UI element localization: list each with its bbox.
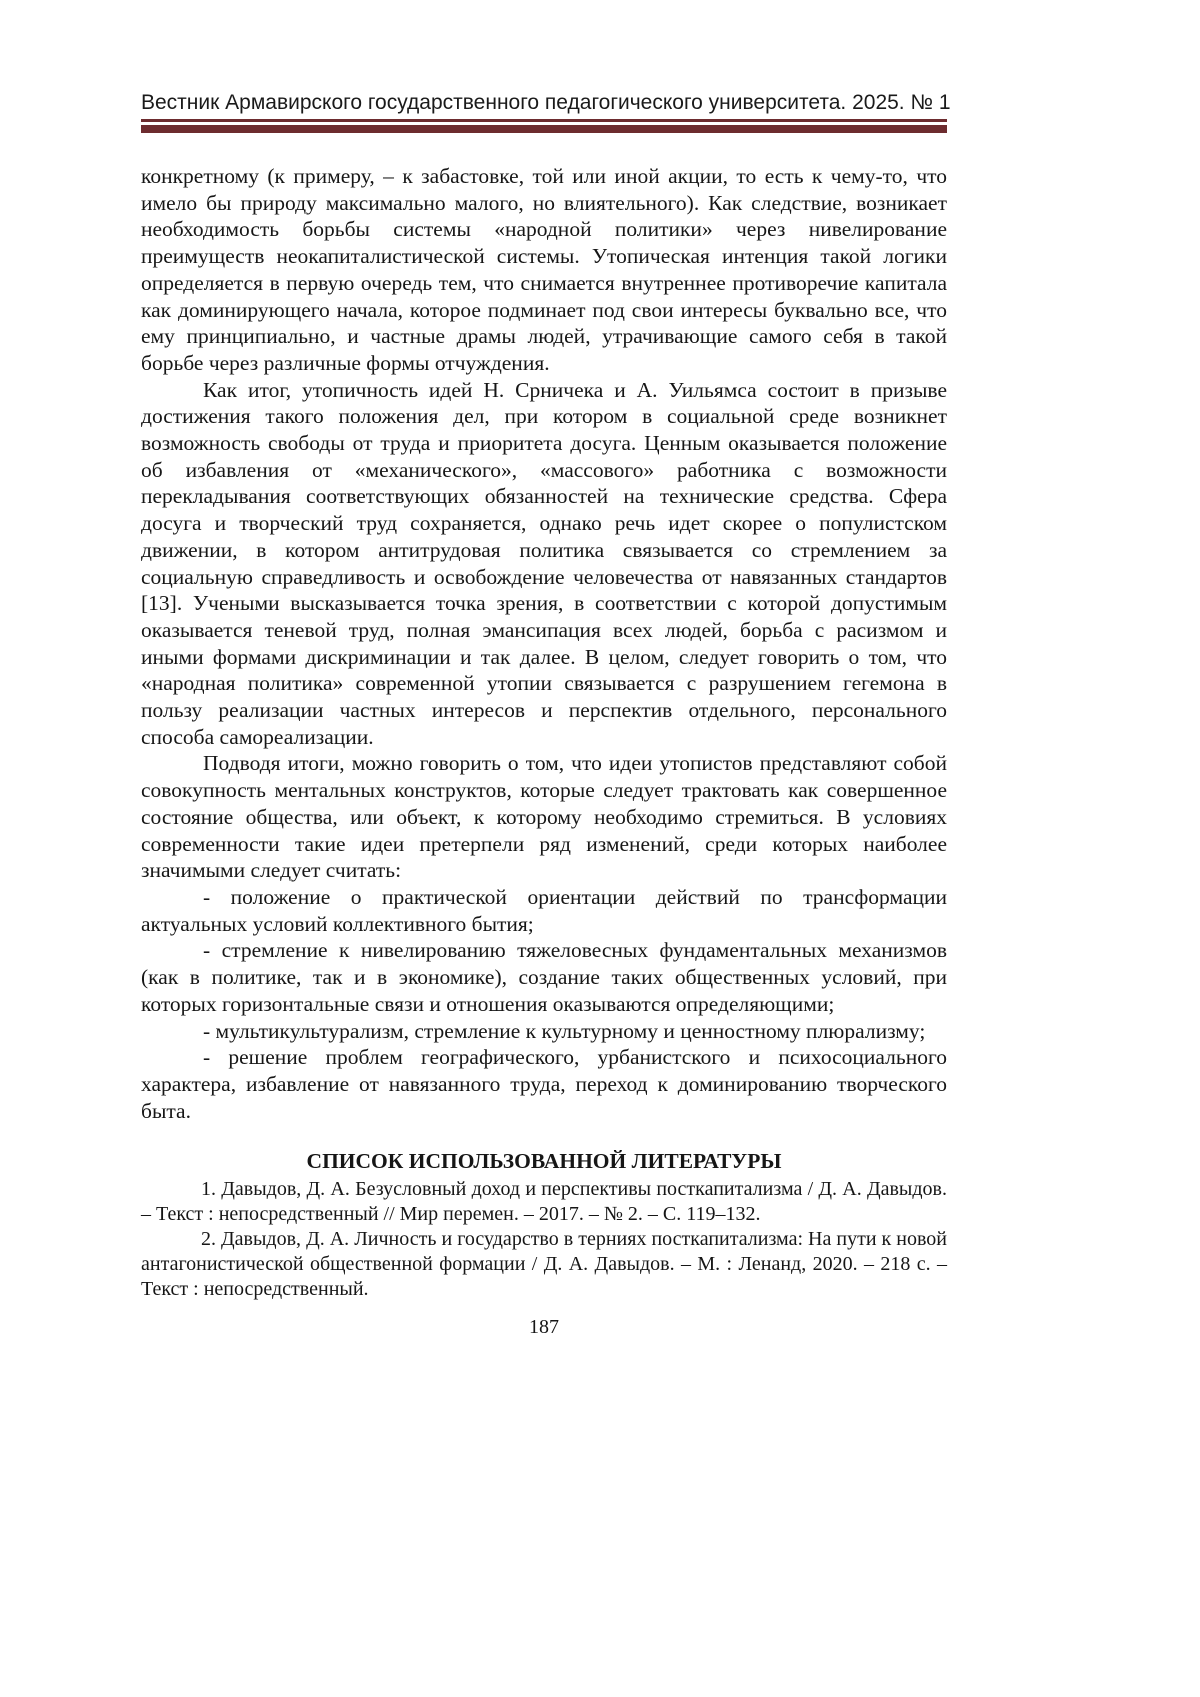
header-rule-thick — [141, 125, 947, 133]
references-heading: СПИСОК ИСПОЛЬЗОВАННОЙ ЛИТЕРАТУРЫ — [306, 1149, 782, 1174]
reference-item: 2. Давыдов, Д. А. Личность и государство в терниях посткапитализма: На пути к новой антагонистической общественной формации / Д. А. Давыдов. – М. : Ленанд, 2020. – 218 с. – Текст : непосредственный. — [141, 1228, 947, 1301]
journal-header-title: Вестник Армавирского государственного педагогического университета. 2025. № 1 — [141, 91, 951, 114]
article-body — [141, 163, 947, 1124]
list-item-paragraph: - стремление к нивелированию тяжеловесных фундаментальных механизмов (как в политике, так и в экономике), создание таких общественных условий, при которых горизонтальные связи и отношения оказываются определяющими; — [141, 938, 947, 1016]
list-item-paragraph: - положение о практической ориентации действий по трансформации актуальных условий коллективного бытия; — [141, 884, 947, 936]
references-list — [141, 1177, 947, 1302]
header-rule-thin — [141, 119, 947, 122]
body-paragraph: конкретному (к примеру, – к забастовке, той или иной акции, то есть к чему-то, что имело бы природу максимально малого, но влиятельного). Как следствие, возникает необходимость борьбы системы «народной политики» через нивелирование преимуществ неокапиталистической системы. Утопическая интенция такой логики определяется в первую очередь тем, что снимается внутреннее противоречие капитала как доминирующего начала, которое подминает под свои интересы буквально все, что ему принципиально, и частные драмы людей, утрачивающие самого себя в такой борьбе через различные формы отчуждения. — [141, 164, 947, 375]
page-number: 187 — [529, 1316, 559, 1339]
page-content — [141, 0, 951, 1340]
body-paragraph: Подводя итоги, можно говорить о том, что идеи утопистов представляют собой совокупность ментальных конструктов, которые следует трактовать как совершенное состояние общества, или объект, к которому необходимо стремиться. В условиях современности такие идеи претерпели ряд изменений, среди которых наиболее значимыми следует считать: — [141, 751, 947, 883]
body-paragraph: Как итог, утопичность идей Н. Срничека и А. Уильямса состоит в призыве достижения такого положения дел, при котором в социальной среде возникнет возможность свободы от труда и приоритета досуга. Ценным оказывается положение об избавления от «механического», «массового» работника с возможности перекладывания соответствующих обязанностей на технические средства. Сфера досуга и творческий труд сохраняется, однако речь идет скорее о популистском движении, в котором антитрудовая политика связывается со стремлением за социальную справедливость и освобождение человечества от навязанных стандартов [13]. Учеными высказывается точка зрения, в соответствии с которой допустимым оказывается теневой труд, полная эмансипация всех людей, борьба с расизмом и иными формами дискриминации и так далее. В целом, следует говорить о том, что «народная политика» современной утопии связывается с разрушением гегемона в пользу реализации частных интересов и перспектив отдельного, персонального способа самореализации. — [141, 377, 947, 749]
list-item-paragraph: - решение проблем географического, урбанистского и психосоциального характера, избавление от навязанного труда, переход к доминированию творческого быта. — [141, 1045, 947, 1123]
list-item-paragraph: - мультикультурализм, стремление к культурному и ценностному плюрализму; — [203, 1018, 926, 1043]
reference-item: 1. Давыдов, Д. А. Безусловный доход и перспективы посткапитализма / Д. А. Давыдов. – Текст : непосредственный // Мир перемен. – 2017. – № 2. – С. 119–132. — [141, 1178, 947, 1226]
